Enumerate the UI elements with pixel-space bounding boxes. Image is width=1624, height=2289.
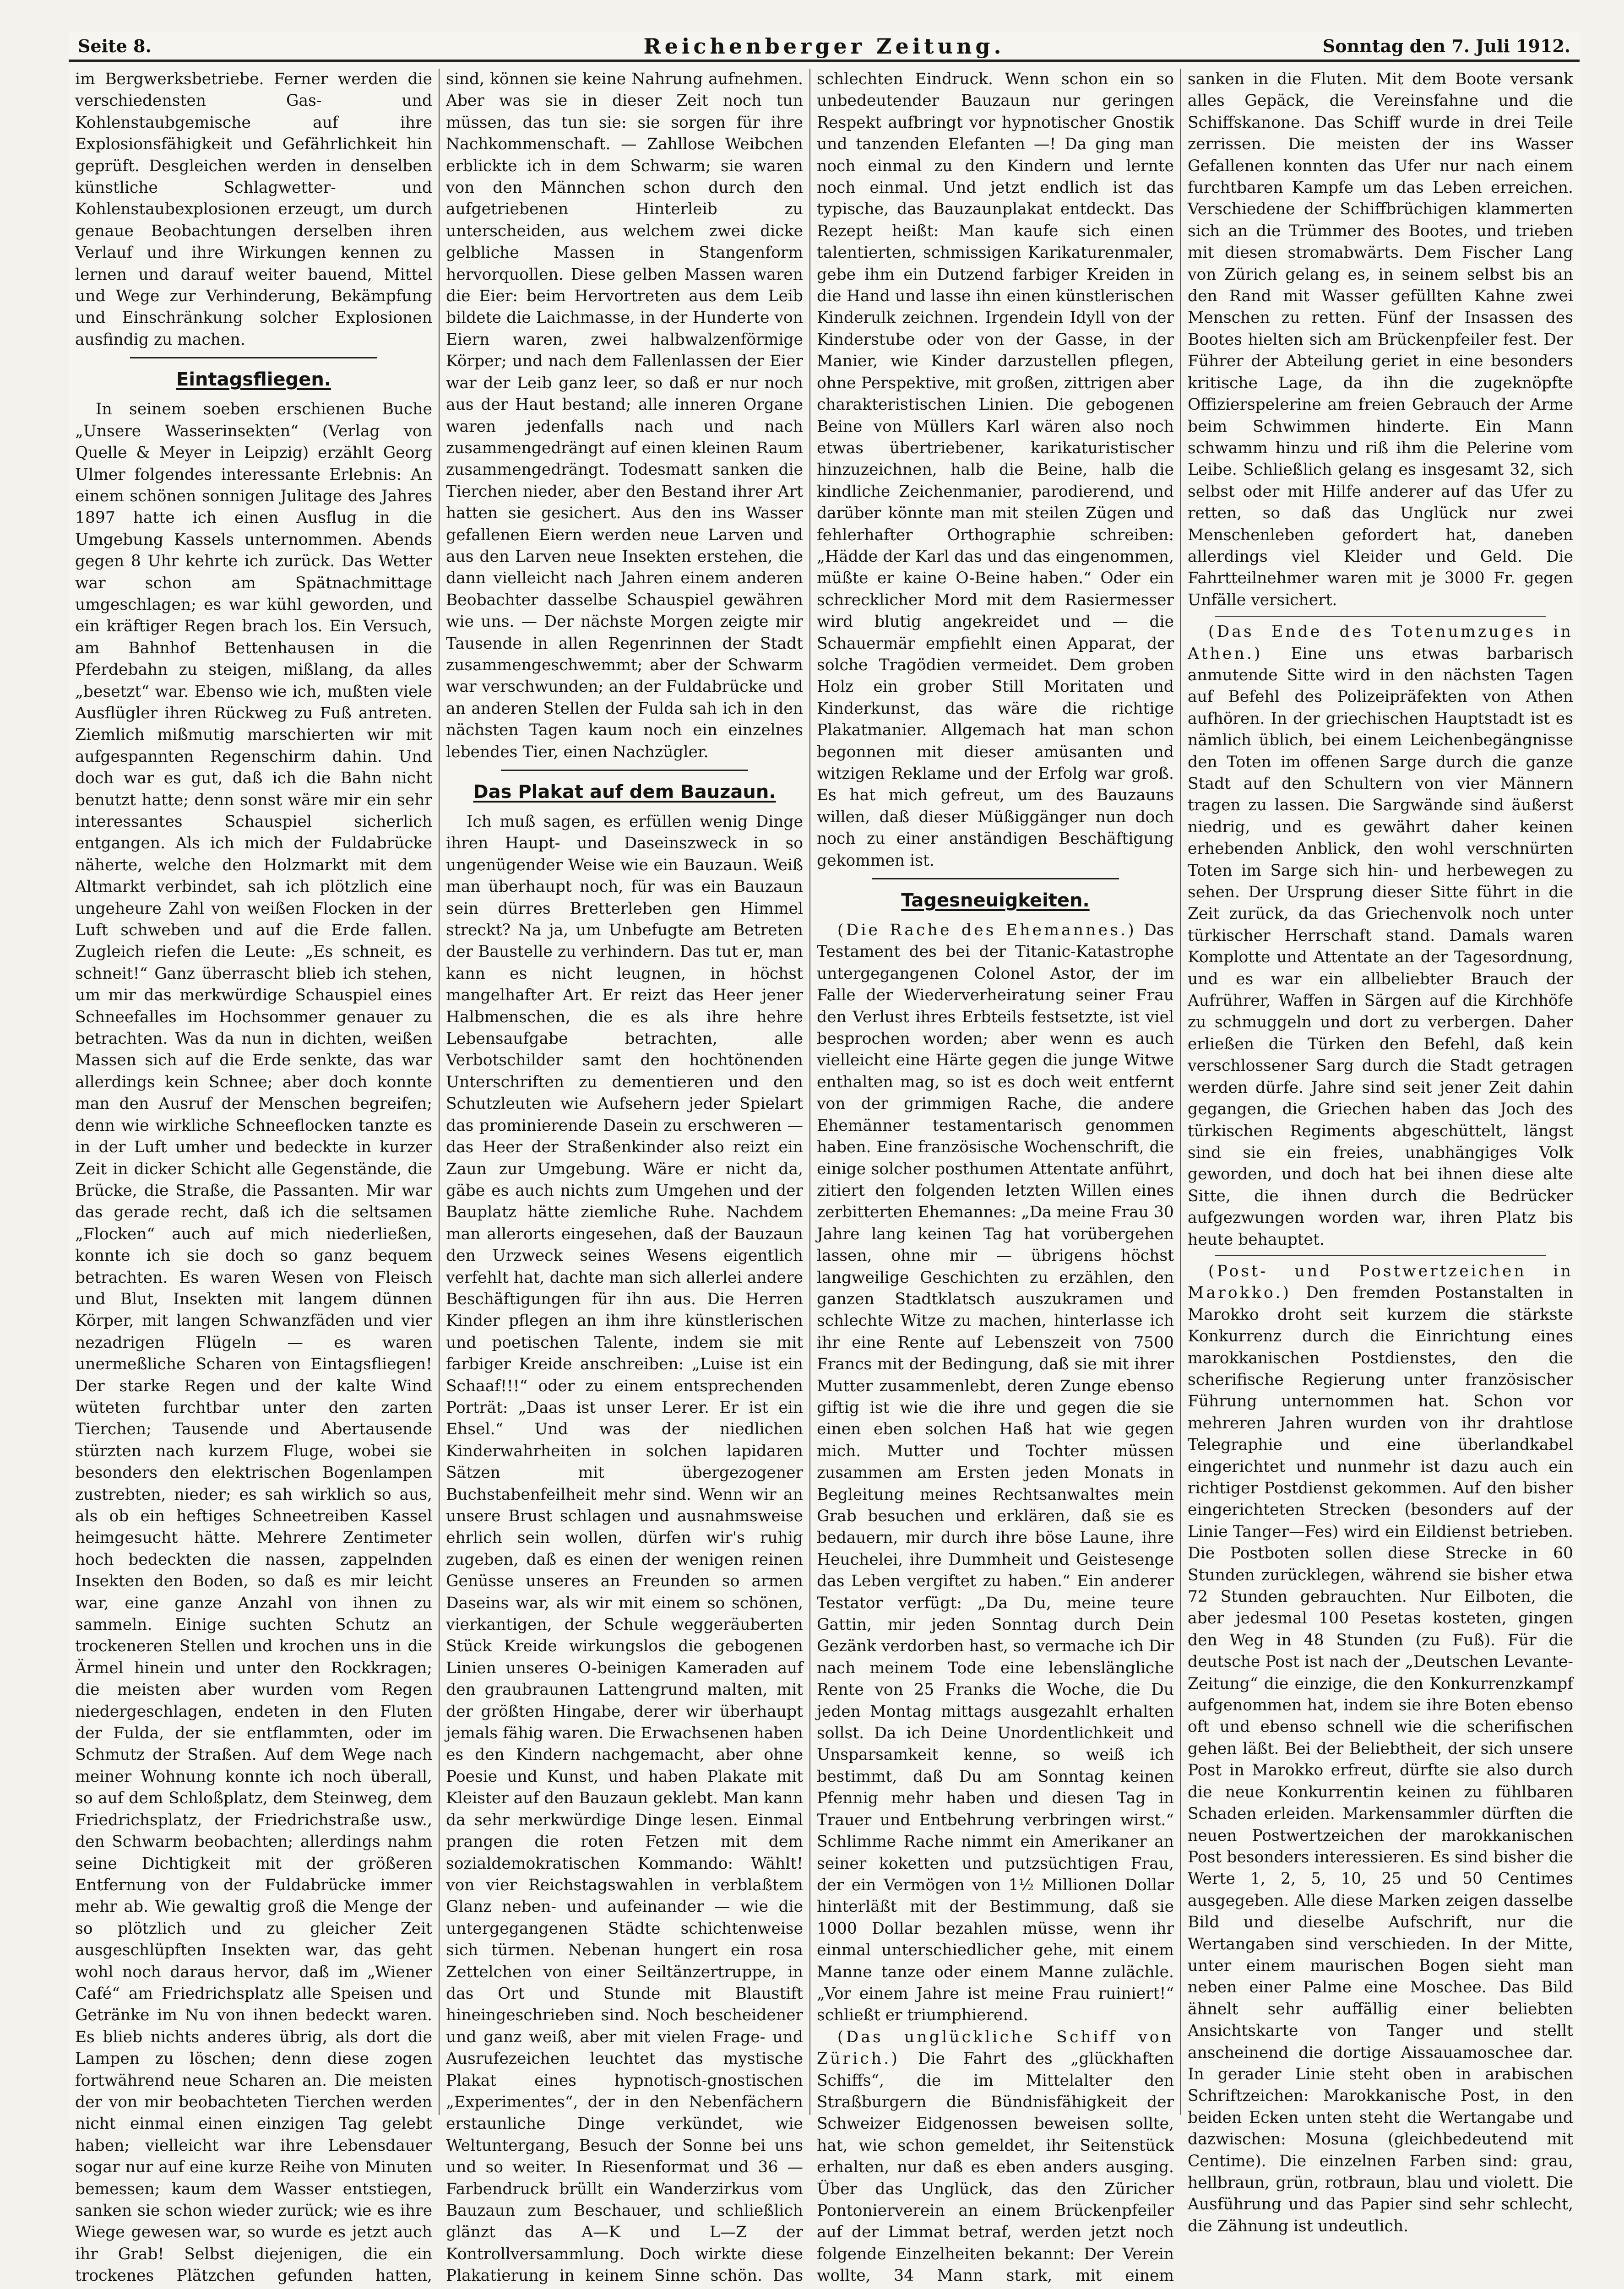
- article-plakat: Ich muß sagen, es erfüllen wenig Dinge ihren Haupt- und Daseinszweck in so ungenügender Weise wie ein Bauzaun. Weiß man überhaupt noch, für was ein Bauzaun sein dürres Bretterleben gen Himmel streckt? Na ja, um Unbefugte am Betreten der Baustelle zu verhindern. Das tut er, man kann es nicht leugnen, in höchst mangelhafter Art. Er reizt das Heer jener Halbmenschen, die es als ihre hehre Lebensaufgabe betrachten, alle Verbotschilder samt den hochtönenden Unterschriften zu dementieren und den Schutzleuten wie Aufsehern jeder Spielart das prominierende Dasein zu erschweren — das Heer der Straßenkinder also reizt ein Zaun zur Umgebung. Wäre er nicht da, gäbe es auch nichts zum Umgehen und der Bauplatz hätte ziemliche Ruhe. Nachdem man allerorts eingesehen, daß der Bauzaun den Urzweck seines Wesens eigentlich verfehlt hat, dachte man sich allerlei andere Beschäftigungen für ihn aus. Die Herren Kinder pflegen an ihm ihre künstlerischen und poetischen Talente, indem sie mit farbiger Kreide anschreiben: „Luise ist ein Schaaf!!!“ oder zu einem entsprechenden Porträt: „Daas ist unser Lerer. Er ist ein Ehsel.“ Und was der niedlichen Kinderwahrheiten in solchen lapidaren Sätzen mit übergezogener Buchstabenfeilheit mehr sind. Wenn wir an unsere Brust schlagen und ausnahmsweise ehrlich sein wollen, dürfen wir's ruhig zugeben, daß es einen der wenigen reinen Genüsse unseres an Freunden so armen Daseins war, als wir mit einem so schönen, vierkantigen, der Schule weggeräuberten Stück Kreide wirkungslos die gebogenen Linien unseres O-beinigen Kameraden auf den graubraunen Lattengrund malten, mit der größten Hingabe, derer wir überhaupt jemals fähig waren. Die Erwachsenen haben es den Kindern nachgemacht, aber ohne Poesie und Kunst, und haben Plakate mit Kleister auf den Bauzaun geklebt. Man kann da sehr merkwürdige Dinge lesen. Einmal prangen die roten Fetzen mit dem sozialdemokratischen Kommando: Wählt! von vier Reichstagswahlen in verblaßtem Glanz neben- und aufeinander — wie die untergegangenen Städte schichtenweise sich türmen. Nebenan hungert ein rosa Zettelchen von einer Seiltänzertruppe, in das Ort und Stunde mit Blaustift hineingeschrieben sind. Noch bescheidener und ganz weiß, aber mit vielen Frage- und Ausrufezeichen leuchtet das mystische Plakat eines hypnotisch-gnostischen „Experimentes“, der in den Nebenfächern erstaunliche Dinge verkündet, wie Weltuntergang, Besuch der Sonne bei uns und so weiter. In Riesenformat und 36 — Farbendruck brüllt ein Wanderzirkus vom Bauzaun zum Beschauer, und schließlich glänzt das A—K und L—Z der Kontrollversammlung. Doch wirkte diese Plakatierung in keinem Sinne schön. Das: [446, 813, 803, 2285]
- divider: [130, 357, 377, 358]
- news-rache: [817, 920, 1174, 2027]
- heading-eintagsfliegen: Eintagsfliegen.: [176, 369, 331, 391]
- newspaper-page: [69, 32, 1580, 2285]
- column-1: [69, 69, 440, 2285]
- divider: [1215, 616, 1546, 617]
- page-number: Seite 8.: [78, 36, 152, 56]
- news-body-schiff: Die Fahrt des „glückhaften Schiffs“, die im Mittelalter den Straßburgern die Bündnisfähigkeit der Schweizer Eidgenossen beweisen sollte, hat, wie schon gemeldet, ihr Seitenstück erhalten, nur daß es eben anders ausging. Über das Unglück, das den Züricher Pontonierverein an einem Brückenpfeiler auf der Limmat betraf, werden jetzt noch folgende Einzelheiten bekannt: Der Verein wollte, 34 Mann stark, mit einem: [817, 2050, 1174, 2285]
- columns: [69, 69, 1580, 2285]
- column-4: [1181, 69, 1580, 2235]
- news-title-marokko: (Post- und Postwertzeichen in Marokko.): [1188, 1262, 1573, 1302]
- news-body-rache: Das Testament des bei der Titanic-Katastrophe untergegangenen Colonel Astor, der im Falle der Wiederverheiratung seiner Frau den Verlust ihres Erbteils festsetzte, ist viel besprochen worden; aber wenn es auch vielleicht eine Härte gegen die junge Witwe enthalten mag, so ist es doch weit entfernt von der grimmigen Rache, die andere Ehemänner testamentarisch genommen haben. Eine französische Wochenschrift, die einige solcher posthumen Attentate anführt, zitiert den folgenden letzten Willen eines zerbitterten Ehemannes: „Da meine Frau 30 Jahre lang keinen Tag hat vorübergehen lassen, ohne mir — übrigens höchst langweilige Geschichten zu erzählen, den ganzen Stadtklatsch auszukramen und schlechte Witze zu machen, hinterlasse ich ihr eine Rente auf Lebenszeit von 7500 Francs mit der Bedingung, daß sie mit ihrer Mutter zusammenlebt, deren Zunge ebenso giftig ist wie die ihre und gegen die sie einen eben solchen Haß hat wie gegen mich. Mutter und Tochter müssen zusammen am Ersten jeden Monats in Begleitung meines Rechtsanwaltes mein Grab besuchen und erklären, daß sie es bedauern, mir durch ihre böse Laune, ihre Heuchelei, ihre Dummheit und Geistesenge das Leben vergiftet zu haben.“ Ein anderer Testator verfügt: „Da Du, meine teure Gattin, mir jeden Sonntag durch Dein Gezänk verdorben hast, so vermache ich Dir nach meinem Tode eine lebenslängliche Rente von 25 Franks die Woche, die Du jeden Montag mittags ausgezahlt erhalten sollst. Da ich Deine Unordentlichkeit und Unsparsamkeit kenne, so weiß ich bestimmt, daß Du am Sonntag keinen Pfennig mehr haben und diesen Tag in Trauer und Entbehrung verbringen wirst.“ Schlimme Rache nimmt ein Amerikaner an seiner koketten und putzsüchtigen Frau, der ein Vermögen von 1½ Millionen Dollar hinterläßt mit der Bestimmung, daß sie 1000 Dollar bezahlen müsse, wenn ihr einmal unterschiedlicher gehe, mit einem Manne tanze oder einem Manne zulächle. „Vor einem Jahre ist meine Frau ruiniert!“ schließt er triumphierend.: [817, 921, 1174, 2025]
- divider: [501, 770, 748, 771]
- news-title-schiff: (Das unglückliche Schiff von Zürich.): [817, 2028, 1174, 2068]
- heading-plakat: Das Plakat auf dem Bauzaun.: [473, 781, 776, 803]
- column-2: [440, 69, 810, 2285]
- newspaper-title: Reichenberger Zeitung.: [643, 34, 1005, 59]
- divider: [1215, 1255, 1546, 1256]
- column-3: [810, 69, 1181, 2285]
- news-schiff-cont: sanken in die Fluten. Mit dem Boote versank alles Gepäck, die Vereinsfahne und die Schiffskanone. Das Schiff wurde in drei Teile zerrissen. Die meisten der ins Wasser Gefallenen konnten das Ufer nur nach einem furchtbaren Kampfe um das Leben erreichen. Verschiedene der Schiffbrüchigen klammerten sich an die Trümmer des Bootes, und trieben mit diesen stromabwärts. Dem Fischer Lang von Zürich gelang es, in seinem selbst bis an den Rand mit Wasser gefüllten Kahne zwei Menschen zu retten. Fünf der Insassen des Bootes hielten sich am Brückenpfeiler fest. Der Führer der Abteilung geriet in eine besonders kritische Lage, da ihn die zugeknöpfte Offizierspelerine am freien Gebrauch der Arme beim Schwimmen hinderte. Ein Mann schwamm hinzu und riß ihm die Pelerine vom Leibe. Schließlich gelang es insgesamt 32, sich selbst oder mit Hilfe anderer auf das Ufer zu retten, so daß das Unglück nur zwei Menschenleben gefordert hat, daneben allerdings viel Kleider und Geld. Die Fahrtteilnehmer waren mit je 3000 Fr. gegen Unfälle versichert.: [1188, 70, 1573, 609]
- news-athen: [1188, 621, 1573, 1251]
- news-title-athen: (Das Ende des Totenumzuges in Athen.): [1188, 623, 1573, 663]
- news-title-rache: (Die Rache des Ehemannes.): [837, 921, 1136, 940]
- divider: [872, 878, 1119, 879]
- article-eintagsfliegen-cont: sind, können sie keine Nahrung aufnehmen. Aber was sie in dieser Zeit noch tun müssen, das tun sie: sie sorgen für ihre Nachkommenschaft. — Zahllose Weibchen erblickte ich in dem Schwarm; sie waren von den Männchen schon durch den aufgetriebenen Hinterleib zu unterscheiden, aus welchem zwei dicke gelbliche Massen in Stangenform hervorquollen. Diese gelben Massen waren die Eier: beim Hervortreten aus dem Leib bildete die Laichmasse, in der Hunderte von Eiern waren, zwei halbwalzenförmige Körper; und nach dem Fallenlassen der Eier war der Leib ganz leer, so daß er nur noch aus der Haut bestand; alle inneren Organe waren jedenfalls nach und nach zusammengedrängt auf einen kleinen Raum zusammengedrängt. Todesmatt sanken die Tierchen nieder, aber den Bestand ihrer Art hatten sie gesichert. Aus den ins Wasser gefallenen Eiern werden neue Larven und aus den Larven neue Insekten erstehen, die dann vielleicht nach Jahren einem anderen Beobachter dasselbe Schauspiel gewähren wie uns. — Der nächste Morgen zeigte mir Tausende in allen Regenrinnen der Stadt zusammengeschwemmt; aber der Schwarm war verschwunden; an der Fuldabrücke und an anderen Stellen der Fulda sah ich in den nächsten Tagen kaum noch ein einzelnes lebendes Tier, einen Nachzügler.: [446, 70, 803, 761]
- article-eintagsfliegen: In seinem soeben erschienen Buche „Unsere Wasserinsekten“ (Verlag von Quelle & Meyer in Leipzig) erzählt Georg Ulmer folgendes interessante Erlebnis: An einem schönen sonnigen Julitage des Jahres 1897 hatte ich einen Ausflug in die Umgebung Kassels unternommen. Abends gegen 8 Uhr kehrte ich zurück. Das Wetter war schon am Spätnachmittage umgeschlagen; es war kühl geworden, und ein kräftiger Regen brach los. Ein Versuch, am Bahnhof Bettenhausen in die Pferdebahn zu steigen, mißlang, da alles „besetzt“ war. Ebenso wie ich, mußten viele Ausflügler ihren Rückweg zu Fuß antreten. Ziemlich mißmutig marschierten wir mit aufgespannten Regenschirm dahin. Und doch war es gut, daß ich die Bahn nicht benutzt hatte; denn sonst wäre mir ein sehr interessantes Schauspiel sicherlich entgangen. Als ich mich der Fuldabrücke näherte, welche den Holzmarkt mit dem Altmarkt verbindet, sah ich plötzlich eine ungeheure Zahl von weißen Flocken in der Luft schweben und auf die Erde fallen. Zugleich riefen die Leute: „Es schneit, es schneit!“ Ganz überrascht blieb ich stehen, um mir das merkwürdige Schauspiel eines Schneefalles im Hochsommer genauer zu betrachten. Was da nun in dichten, weißen Massen sich auf die Erde senkte, das war allerdings kein Schnee; aber doch konnte man den Ausruf der Menschen begreifen; denn wie wirkliche Schneeflocken tanzte es in der Luft umher und bedeckte in kurzer Zeit in dicker Schicht alle Gegenstände, die Brücke, die Straße, die Passanten. Mir war das gerade recht, daß ich die seltsamen „Flocken“ auch auf mich niederließen, konnte ich sie doch so ganz bequem betrachten. Es waren Wesen von Fleisch und Blut, Insekten mit langem dünnen Körper, mit langen Schwanzfäden und vier nezadrigen Flügeln — es waren unermeßliche Scharen von Eintagsfliegen! Der starke Regen und der kalte Wind wüteten furchtbar unter den zarten Tierchen; Tausende und Abertausende stürzten nach kurzem Fluge, wobei sie besonders den elektrischen Bogenlampen zustrebten, nieder; es sah wirklich so aus, als ob ein heftiges Schneetreiben Kassel heimgesucht hätte. Mehrere Zentimeter hoch bedeckten die nassen, zappelnden Insekten den Boden, so daß es mir leicht war, eine ganze Anzahl von ihnen zu sammeln. Einige suchten Schutz an trockeneren Stellen und krochen uns in die Ärmel hinein und unter den Rockkragen; die meisten aber wurden vom Regen niedergeschlagen, endeten in den Fluten der Fulda, der sie entflammten, oder im Schmutz der Straßen. Auf dem Wege nach meiner Wohnung konnte ich noch überall, so auf dem Schloßplatz, dem Steinweg, dem Friedrichsplatz, der Friedrichstraße usw., den Schwarm beobachten; allerdings nahm seine Dichtigkeit mit der größeren Entfernung von der Fuldabrücke immer mehr ab. Wie gewaltig groß die Menge der so plötzlich und zu gleicher Zeit ausgeschlüpften Insekten war, das geht wohl noch daraus hervor, daß im „Wiener Café“ am Friedrichsplatz alle Speisen und Getränke im Nu von ihnen bedeckt waren. Es blieb nichts anderes übrig, als dort die Lampen zu löschen; denn diese zogen fortwährend neue Scharen an. Die meisten der von mir beobachteten Tierchen werden nicht einmal einen einzigen Tag gelebt haben; vielleicht war ihre Lebensdauer sogar nur auf eine kurze Reihe von Minuten bemessen; kaum dem Wasser entstiegen, sanken sie schon wieder zurück; wie es ihre Wiege gewesen war, so wurde es jetzt auch ihr Grab! Selbst diejenigen, die ein trockenes Plätzchen gefunden hatten,: [75, 400, 432, 2285]
- page-header: [69, 32, 1580, 62]
- news-marokko: [1188, 1261, 1573, 2237]
- news-schiff: [817, 2027, 1174, 2289]
- heading-tagesneuigkeiten: Tagesneuigkeiten.: [901, 890, 1090, 911]
- issue-date: Sonntag den 7. Juli 1912.: [1322, 36, 1570, 56]
- mining-article-end: im Bergwerksbetriebe. Ferner werden die verschiedensten Gas- und Kohlenstaubgemische auf ihre Explosionsfähigkeit und Gefährlichkeit hin geprüft. Desgleichen werden in denselben künstliche Schlagwetter- und Kohlenstaubexplosionen erzeugt, um durch genaue Beobachtungen derselben ihren Verlauf und ihre Wirkungen kennen zu lernen und darauf weiter bauend, Mittel und Wege zur Verhinderung, Bekämpfung und Einschränkung solcher Explosionen ausfindig zu machen.: [75, 70, 432, 349]
- news-body-marokko: Den fremden Postanstalten in Marokko droht seit kurzem die stärkste Konkurrenz durch die Einrichtung eines marokkanischen Postdienstes, den die scherifische Regierung unter französischer Führung unternommen hat. Schon vor mehreren Jahren wurden von ihr drahtlose Telegraphie und eine überlandkabel eingerichtet und nunmehr ist dazu auch ein richtiger Postdienst gekommen. Auf den bisher eingerichteten Strecken (besonders auf der Linie Tanger—Fes) wird ein Eildienst betrieben. Die Postboten sollen diese Strecke in 60 Stunden zurücklegen, während sie bisher etwa 72 Stunden gebrauchten. Nur Eilboten, die aber jedesmal 100 Pesetas kosteten, gingen den Weg in 48 Stunden (zu Fuß). Für die deutsche Post ist nach der „Deutschen Levante-Zeitung“ die einzige, die den Konkurrenzkampf aufgenommen hat, indem sie ihre Boten ebenso oft und ebenso schnell wie die scherifischen gehen läßt. Bei der Beliebtheit, der sich unsere Post in Marokko erfreut, dürfte sie also durch die neue Konkurrentin keinen zu fühlbaren Schaden erleiden. Markensammler dürften die neuen Postwertzeichen der marokkanischen Post besonders interessieren. Es sind bisher die Werte 1, 2, 5, 10, 25 und 50 Centimes ausgegeben. Alle diese Marken zeigen dasselbe Bild und dieselbe Aufschrift, nur die Wertangaben sind verschieden. In der Mitte, unter einem maurischen Bogen sieht man neben einer Palme eine Moschee. Das Bild ähnelt sehr auffällig einer beliebten Ansichtskarte von Tanger und stellt anscheinend die dortige Aissauamoschee dar. In gerader Linie steht oben in arabischen Schriftzeichen: Marokkanische Post, in den beiden Ecken unten steht die Wertangabe und dazwischen: Mosuna (gleichbedeutend mit Centime). Die einzelnen Farben sind: grau, hellbraun, grün, rotbraun, blau und violett. Die Ausführung und das Papier sind sehr schlecht, die Zähnung ist undeutlich.: [1188, 1284, 1574, 2235]
- news-body-athen: Eine uns etwas barbarisch anmutende Sitte wird in den nächsten Tagen auf Befehl des Polizeipräfekten von Athen aufhören. In der griechischen Hauptstadt ist es nämlich üblich, bei einem Leichenbegängnisse den Toten im offenen Sarge durch die ganze Stadt auf den Schultern von vier Männern tragen zu lassen. Die Sargwände sind äußerst niedrig, und es gewährt daher keinen erhebenden Anblick, den wohl verschnürten Toten im Sarge sich hin- und herbewegen zu sehen. Der Ursprung dieser Sitte führt in die Zeit zurück, da das Griechenvolk noch unter türkischer Herrschaft stand. Damals waren Komplotte und Attentate an der Tagesordnung, und es war ein allbeliebter Brauch der Aufrührer, Waffen in Särgen auf die Kirchhöfe zu schmuggeln und dort zu verbergen. Daher erließen die Türken den Befehl, daß kein verschlossener Sarg durch die Stadt getragen werden dürfe. Jahre sind seit jener Zeit dahin gegangen, die Griechen haben das Joch des türkischen Regiments abgeschüttelt, längst sind sie ein freies, unabhängiges Volk geworden, und doch hat bei ihnen diese alte Sitte, die ihnen durch die Bedrücker aufgezwungen worden war, ihren Platz bis heute behauptet.: [1188, 644, 1573, 1249]
- article-plakat-cont: schlechten Eindruck. Wenn schon ein so unbedeutender Bauzaun nur geringen Respekt aufbringt vor hypnotischer Gnostik und tanzenden Elefanten —! Da ging man noch einmal zu den Kindern und lernte noch einmal. Und jetzt endlich ist das typische, das Bauzaunplakat entdeckt. Das Rezept heißt: Man kaufe sich einen talentierten, schmissigen Karikaturenmaler, gebe ihm ein Dutzend farbiger Kreiden in die Hand und lasse ihn einen künstlerischen Kinderulk zeichnen. Irgendein Idyll von der Kinderstube oder von der Gasse, in der Manier, wie Kinder darzustellen pflegen, ohne Perspektive, mit großen, zittrigen aber charakteristischen Linien. Die gebogenen Beine von Müllers Karl wären also noch etwas übertriebener, karikaturistischer hinzuzeichnen, halb die Beine, halb die kindliche Zeichenmanier, parodierend, und darüber könnte man mit steilen Zügen und fehlerhafter Orthographie schreiben: „Hädde der Karl das und das eingenommen, müßte er kaine O-Beine haben.“ Oder ein schrecklicher Mord mit dem Rasiermesser wird blutig angekreidet und — die Schauermär empfiehlt einen Apparat, der solche Tragödien vermeidet. Dem groben Holz ein grober Still Moritaten und Kinderkunst, das wäre die richtige Plakatmanier. Allgemach hat man schon begonnen mit dieser amüsanten und witzigen Reklame und der Erfolg war groß. Es hat mich gefreut, um des Bauzauns willen, daß dieser Müßiggänger nun doch noch zu einer anständigen Beschäftigung gekommen ist.: [817, 70, 1174, 870]
